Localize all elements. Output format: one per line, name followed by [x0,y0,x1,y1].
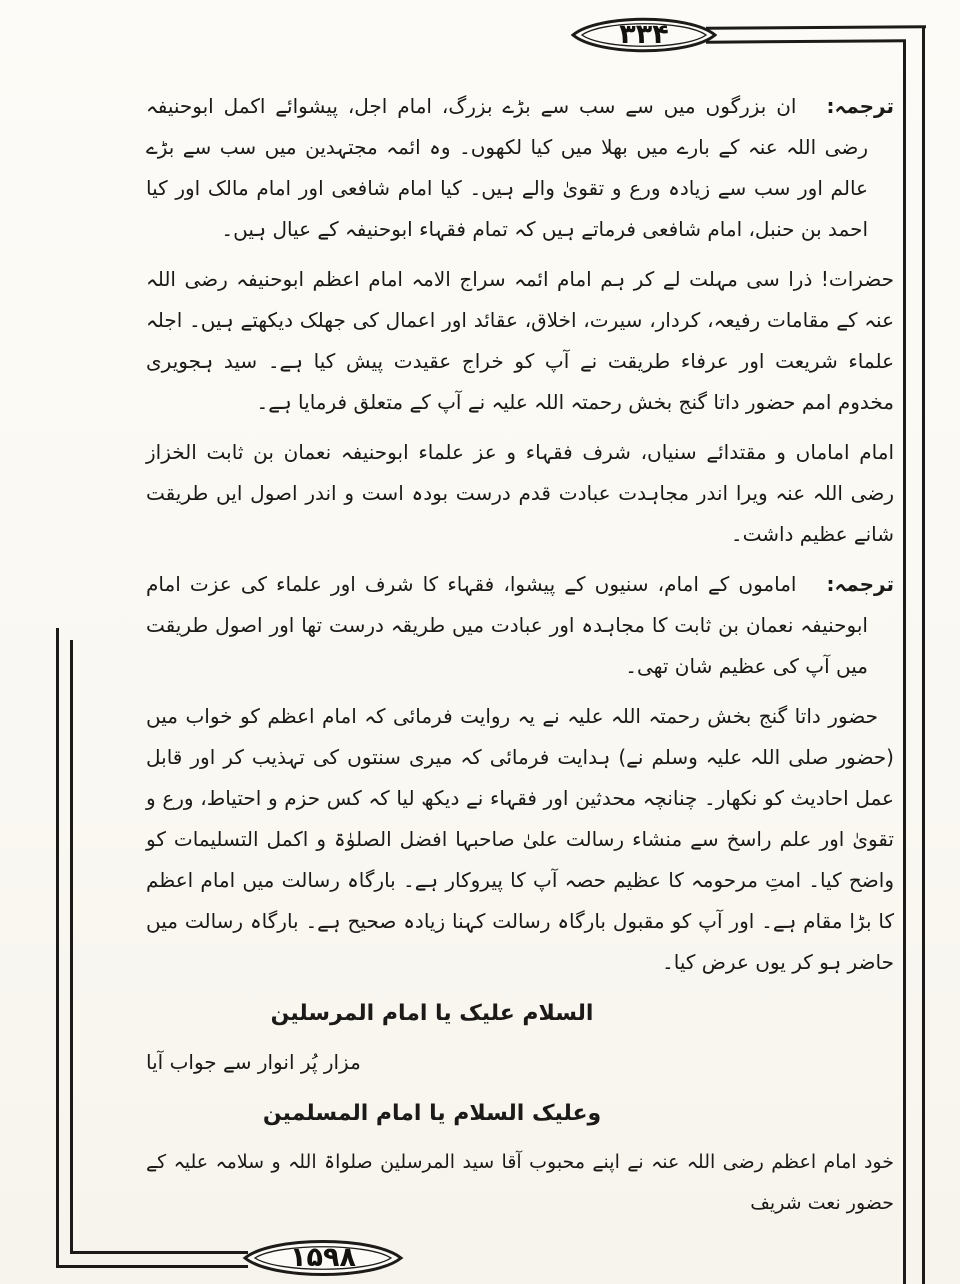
salutation-line-1: السلام علیک یا امام المرسلین [270,1001,594,1026]
salutation-line-2: وعلیک السلام یا امام المسلمین [262,1101,602,1126]
tomb-reply-line: مزار پُر انوار سے جواب آیا [146,1050,361,1074]
translation-label-2: ترجمہ: [826,572,894,596]
page-number-top: ۳۳۴ [619,18,669,50]
hazraat-paragraph: حضرات! ذرا سی مہلت لے کر ہم امام ائمہ سراج الامہ امام اعظم ابوحنیفہ رضی اللہ عنہ کے مقامات رفیعہ، کردار، سیرت، اخلاق، عقائد اور اعمال کی جھلک دیکھتے ہیں۔ اجلہ علماء شریعت اور عرفاء طریقت نے آپ کو خراج عقیدت پیش کیا ہے۔ سید ہجویری مخدوم امم حضور داتا گنج بخش رحمتہ اللہ علیہ نے آپ کے متعلق فرمایا ہے۔ [146,267,894,414]
closing-line: خود امام اعظم رضی اللہ عنہ نے اپنے محبوب آقا سید المرسلین صلواۃ اللہ و سلامہ علیہ کے حضور نعت شریف [146,1151,894,1214]
page-body-text [146,86,894,1233]
translation-paragraph-1 [146,86,894,250]
header-page-number-cartouche [570,10,718,60]
left-border-outer-line [56,628,59,1268]
page-number-bottom: ۱۵۹۸ [290,1241,356,1273]
right-border-outer-line [922,27,925,1284]
bottom-border-inner-line [70,1251,248,1254]
right-border-inner-line [903,41,906,1284]
translation-label-1: ترجمہ: [826,94,894,118]
top-border-inner-line [706,39,906,43]
translation-text-2: اماموں کے امام، سنیوں کے پیشوا، فقہاء کا شرف اور علماء کی عزت امام ابوحنیفہ نعمان بن ثابت کا مجاہدہ اور عبادت میں طریقہ درست تھا اور اصول طریقت میں آپ کی عظیم شان تھی۔ [146,572,868,678]
bottom-border-outer-line [56,1265,248,1268]
translation-paragraph-2 [146,564,894,687]
huzoor-narration-paragraph: حضور داتا گنج بخش رحمتہ اللہ علیہ نے یہ روایت فرمائی کہ امام اعظم کو خواب میں (حضور صلی اللہ علیہ وسلم نے) ہدایت فرمائی کہ میری سنتوں کی تہذیب کر اور قابل عمل احادیث کو نکھار۔ چنانچہ محدثین اور فقہاء نے دیکھ لیا کہ کس حزم و احتیاط، ورع و تقویٰ اور علم راسخ سے منشاء رسالت علیٰ صاحبہا افضل الصلوٰۃ و اکمل التسلیمات کو واضح کیا۔ امتِ مرحومہ کا عظیم حصہ آپ کا پیروکار ہے۔ بارگاہ رسالت میں امام اعظم کا بڑا مقام ہے۔ اور آپ کو مقبول بارگاہ رسالت کہنا زیادہ صحیح ہے۔ بارگاہ رسالت میں حاضر ہو کر یوں عرض کیا۔ [146,704,894,974]
top-border-outer-line [706,25,926,30]
persian-quote-paragraph: امام اماماں و مقتدائے سنیاں، شرف فقہاء و عز علماء ابوحنیفہ نعمان بن ثابت الخزاز رضی اللہ عنہ ویرا اندر مجاہدت عبادت قدم درست بودہ است و اندر اصول ایں طریقت شانے عظیم داشت۔ [146,440,894,546]
translation-text-1: ان بزرگوں میں سے سب سے بڑے بزرگ، امام اجل، پیشوائے اکمل ابوحنیفہ رضی اللہ عنہ کے بارے میں بھلا میں کیا لکھوں۔ وہ ائمہ مجتہدین میں سب سے بڑے عالم اور سب سے زیادہ ورع و تقویٰ والے ہیں۔ کیا امام شافعی اور امام مالک اور کیا احمد بن حنبل، امام شافعی فرماتے ہیں کہ تمام فقہاء ابوحنیفہ کے عیال ہیں۔ [146,94,868,241]
left-border-inner-line [70,640,73,1254]
footer-page-number-cartouche [242,1232,404,1284]
